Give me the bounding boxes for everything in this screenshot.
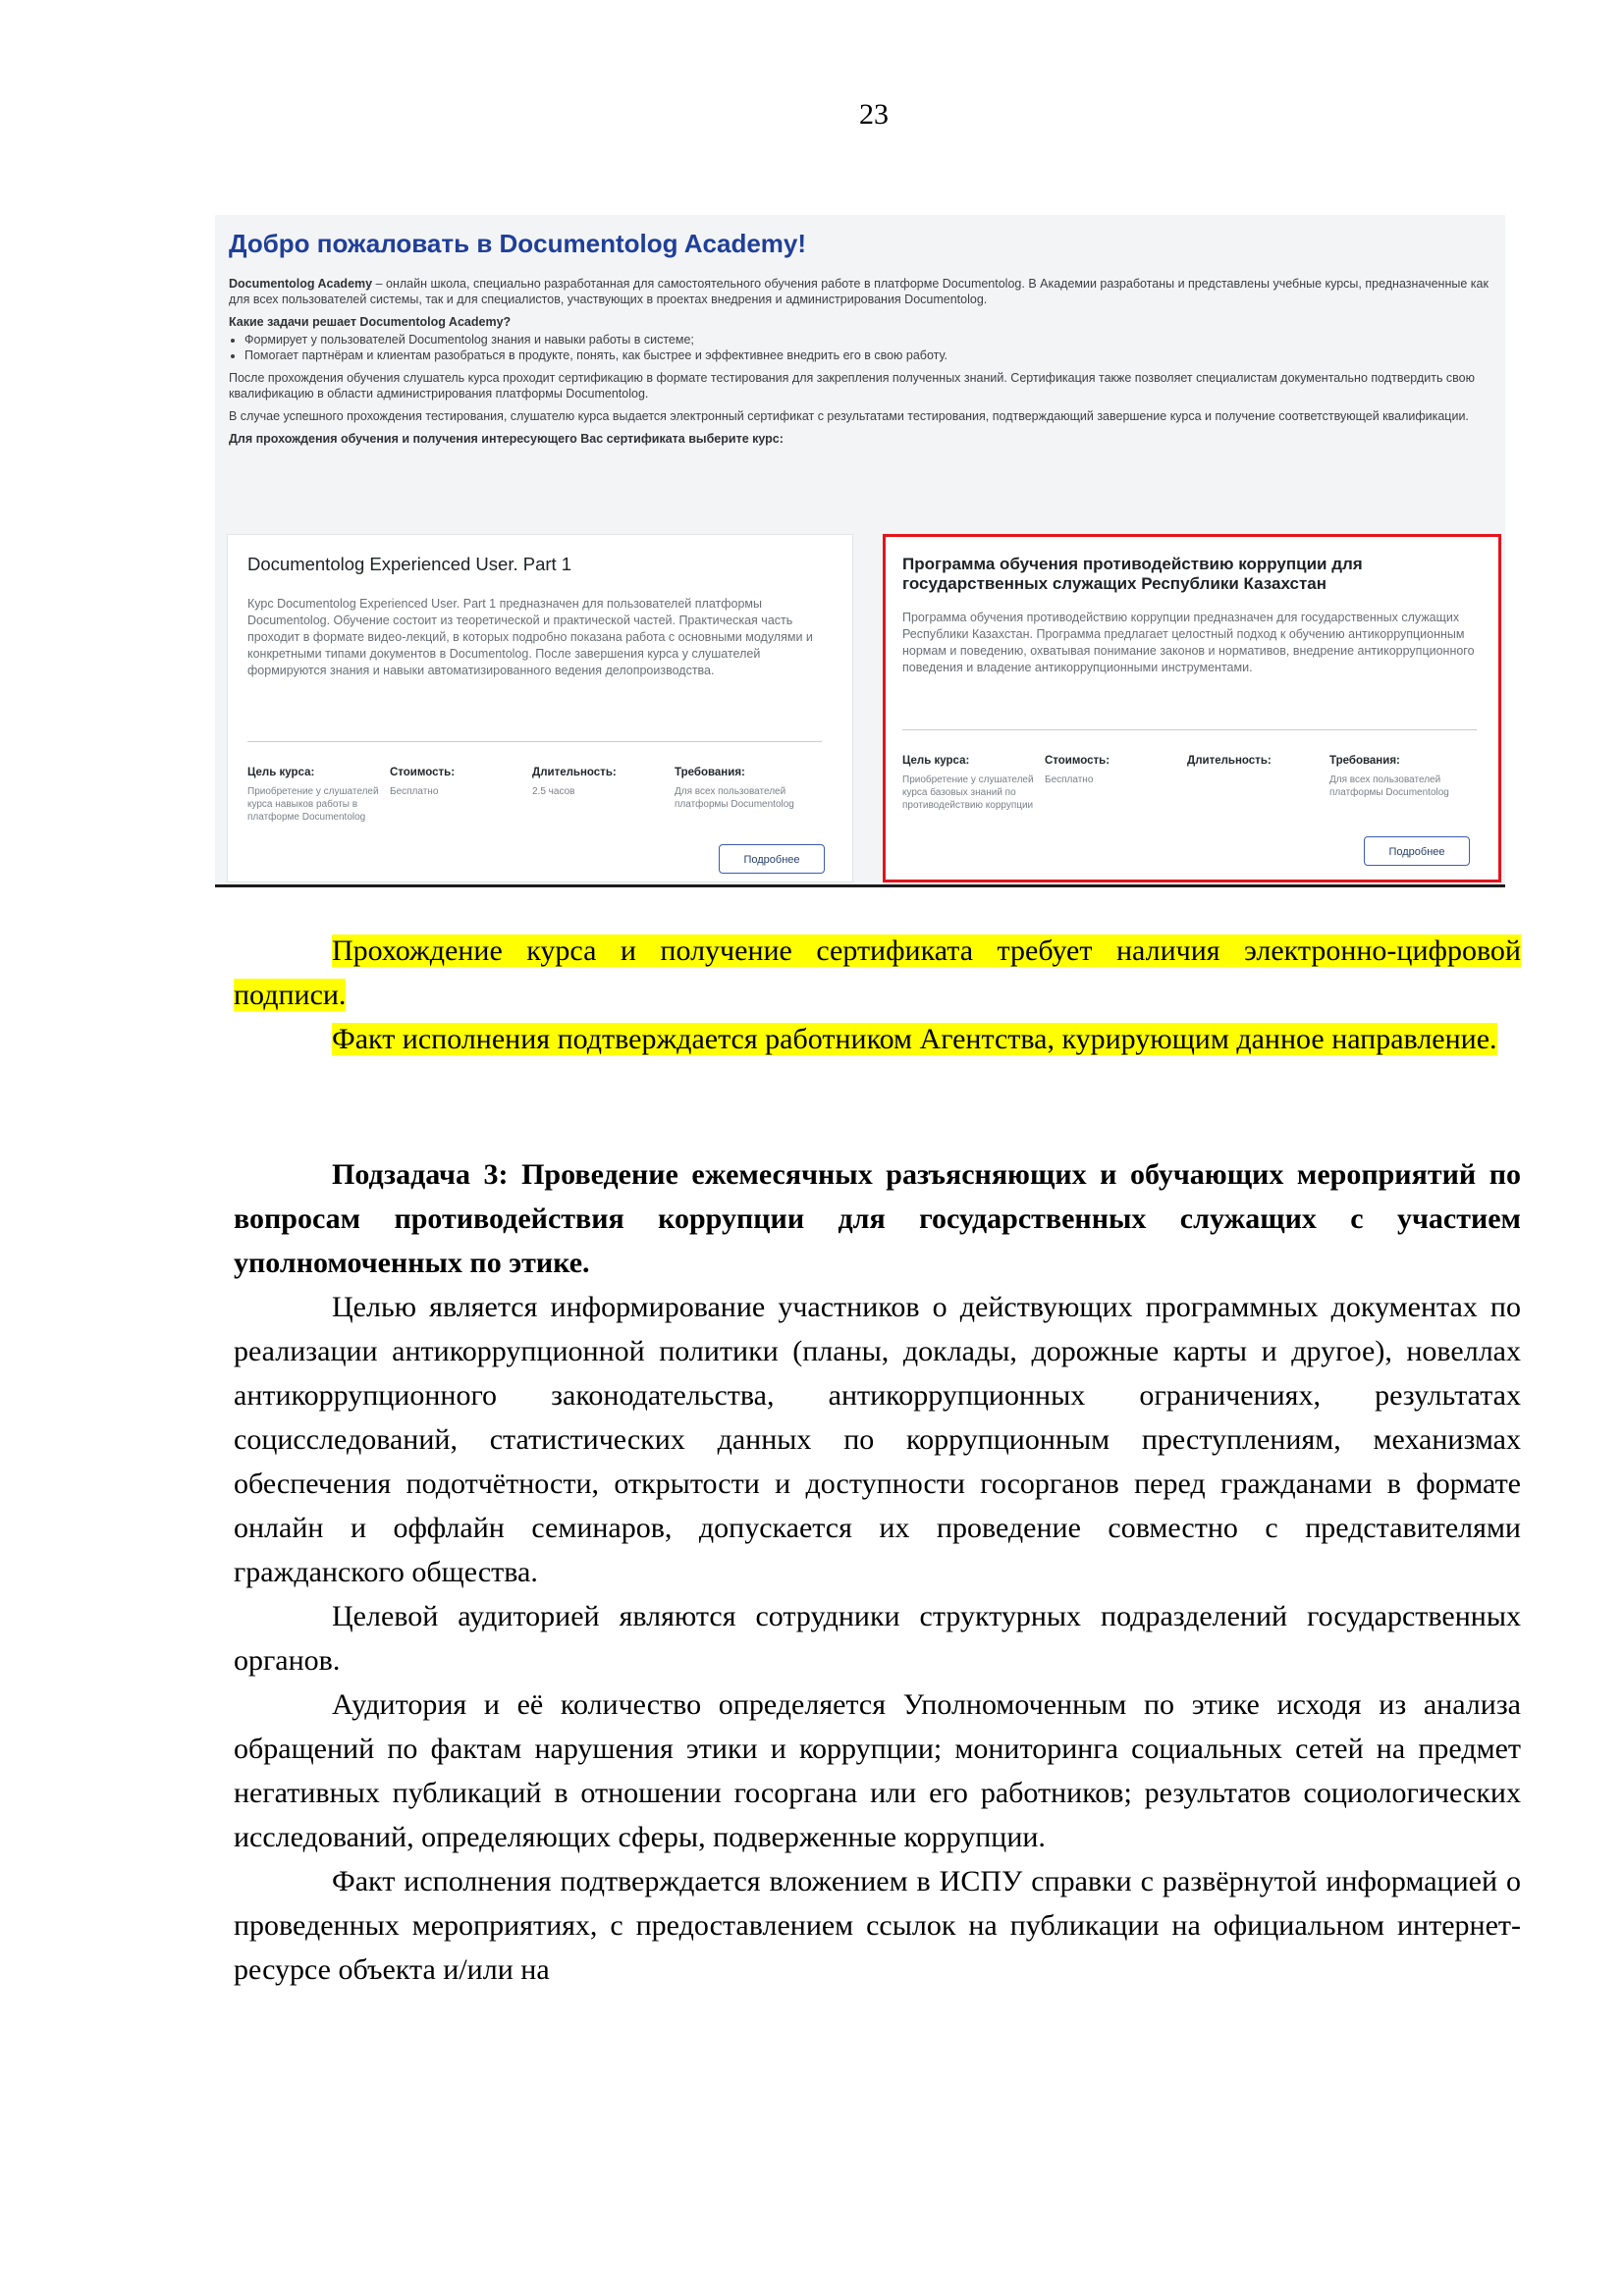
card-divider	[902, 729, 1477, 730]
audience-paragraph: Целевой аудиторией являются сотрудники структурных подразделений государственных органов.	[234, 1600, 1521, 1677]
course-card-description: Программа обучения противодействию коррупции предназначен для государственных служащих Республики Казахстан. Программа предлагает целостный подход к обучению антикоррупционным нормам и поведению, охватывая понимание законов и нормативов, внедрение антикоррупционного поведения и владение антикоррупционными инструментами.	[902, 611, 1475, 674]
requirements-label: Требования:	[1329, 755, 1400, 767]
goal-value: Приобретение у слушателей курса базовых знаний по противодействию коррупции	[902, 774, 1034, 811]
highlighted-notes	[234, 929, 1521, 1061]
course-card-experienced-user[interactable]	[227, 534, 853, 882]
more-details-button[interactable]: Подробнее	[719, 844, 825, 874]
subtask-section	[234, 1152, 1521, 1992]
academy-welcome-title: Добро пожаловать в Documentolog Academy!	[229, 229, 807, 258]
course-card-title: Documentolog Experienced User. Part 1	[247, 554, 572, 574]
tasks-heading: Какие задачи решает Documentolog Academy?	[229, 315, 512, 329]
fact-paragraph: Факт исполнения подтверждается вложением в ИСПУ справки с развёрнутой информацией о проведенных мероприятиях, с предоставлением ссылок на публикации на официальном интернет-ресурсе объекта и/или на	[234, 1865, 1521, 1986]
cost-label: Стоимость:	[390, 767, 456, 778]
list-item: • Формирует у пользователей Documentolog знания и навыки работы в системе;	[244, 332, 1491, 347]
course-card-title: Программа обучения противодействию коррупции для государственных служащих Республики Казахстан	[902, 555, 1363, 593]
course-card-description: Курс Documentolog Experienced User. Part 1 предназначен для пользователей платформы Documentolog. Обучение состоит из теоретической и практической частей. Практическая часть проходит в формате видео-лекций, в которых подробно показана работа с основными модулями и конкретными типами документов в Documentolog. После завершения курса у слушателей формируются знания и навыки автоматизированного ведения делопроизводства.	[247, 597, 813, 677]
goal-value: Приобретение у слушателей курса навыков работы в платформе Documentolog	[247, 786, 379, 823]
course-card-anticorruption[interactable]	[883, 534, 1501, 882]
card-divider	[247, 741, 822, 742]
duration-value: 2.5 часов	[532, 786, 575, 797]
goal-label: Цель курса:	[902, 755, 970, 767]
cost-value: Бесплатно	[1045, 774, 1094, 785]
duration-label: Длительность:	[532, 767, 617, 778]
note-signature-required	[234, 929, 1521, 1017]
highlight: Прохождение курса и получение сертификата требует наличия электронно-цифровой подписи.	[234, 934, 1521, 1011]
more-details-button[interactable]: Подробнее	[1364, 836, 1470, 866]
requirements-value: Для всех пользователей платформы Documentolog	[1329, 774, 1449, 798]
academy-intro	[229, 276, 1491, 454]
cost-value: Бесплатно	[390, 786, 439, 797]
success-paragraph: В случае успешного прохождения тестирования, слушателю курса выдается электронный сертификат с результатами тестирования, подтверждающий завершение курса и получение соответствующей квалификации.	[229, 409, 1469, 423]
cost-label: Стоимость:	[1045, 755, 1110, 767]
choose-course-prompt: Для прохождения обучения и получения интересующего Вас сертификата выберите курс:	[229, 432, 784, 446]
certification-paragraph: После прохождения обучения слушатель курса проходит сертификацию в формате тестирования для закрепления полученных знаний. Сертификация также позволяет специалистам документально подтвердить свою квалификацию в области администрирования платформы Documentolog.	[229, 371, 1476, 400]
list-item: • Помогает партнёрам и клиентам разобраться в продукте, понять, как быстрее и эффективнее внедрить его в свою работу.	[244, 347, 1491, 363]
intro-text: – онлайн школа, специально разработанная для самостоятельного обучения работе в платформе Documentolog. В Академии разработаны и представлены учебные курсы, предназначенные как для всех пользователей системы, так и для специалистов, участвующих в проектах внедрения и администрирования Documentolog.	[229, 277, 1489, 306]
goal-paragraph: Целью является информирование участников о действующих программных документах по реализации антикоррупционной политики (планы, доклады, дорожные карты и другое), новеллах антикоррупционного законодательства, антикоррупционных ограничениях, результатах социсследований, статистических данных по коррупционным преступлениям, механизмах обеспечения подотчётности, открытости и доступности госорганов перед гражданами в формате онлайн и оффлайн семинаров, допускается их проведение совместно с представителями гражданского общества.	[234, 1291, 1521, 1588]
goal-label: Цель курса:	[247, 767, 315, 778]
subtask-3-heading: Подзадача 3: Проведение ежемесячных разъясняющих и обучающих мероприятий по вопросам противодействия коррупции для государственных служащих с участием уполномоченных по этике.	[234, 1158, 1521, 1279]
academy-screenshot	[215, 215, 1505, 887]
duration-label: Длительность:	[1187, 755, 1272, 767]
audience-size-paragraph: Аудитория и её количество определяется Уполномоченным по этике исходя из анализа обращений по фактам нарушения этики и коррупции; мониторинга социальных сетей на предмет негативных публикаций в отношении госоргана или его работников; результатов социологических исследований, определяющих сферы, подверженные коррупции.	[234, 1688, 1521, 1853]
note-fact-confirmation	[234, 1017, 1521, 1061]
tasks-list	[229, 332, 1491, 363]
intro-paragraph	[229, 276, 1491, 307]
requirements-label: Требования:	[675, 767, 745, 778]
highlight: Факт исполнения подтверждается работником Агентства, курирующим данное направление.	[332, 1023, 1497, 1055]
intro-lead: Documentolog Academy	[229, 277, 373, 291]
requirements-value: Для всех пользователей платформы Documentolog	[675, 786, 794, 810]
page-number: 23	[859, 98, 889, 131]
